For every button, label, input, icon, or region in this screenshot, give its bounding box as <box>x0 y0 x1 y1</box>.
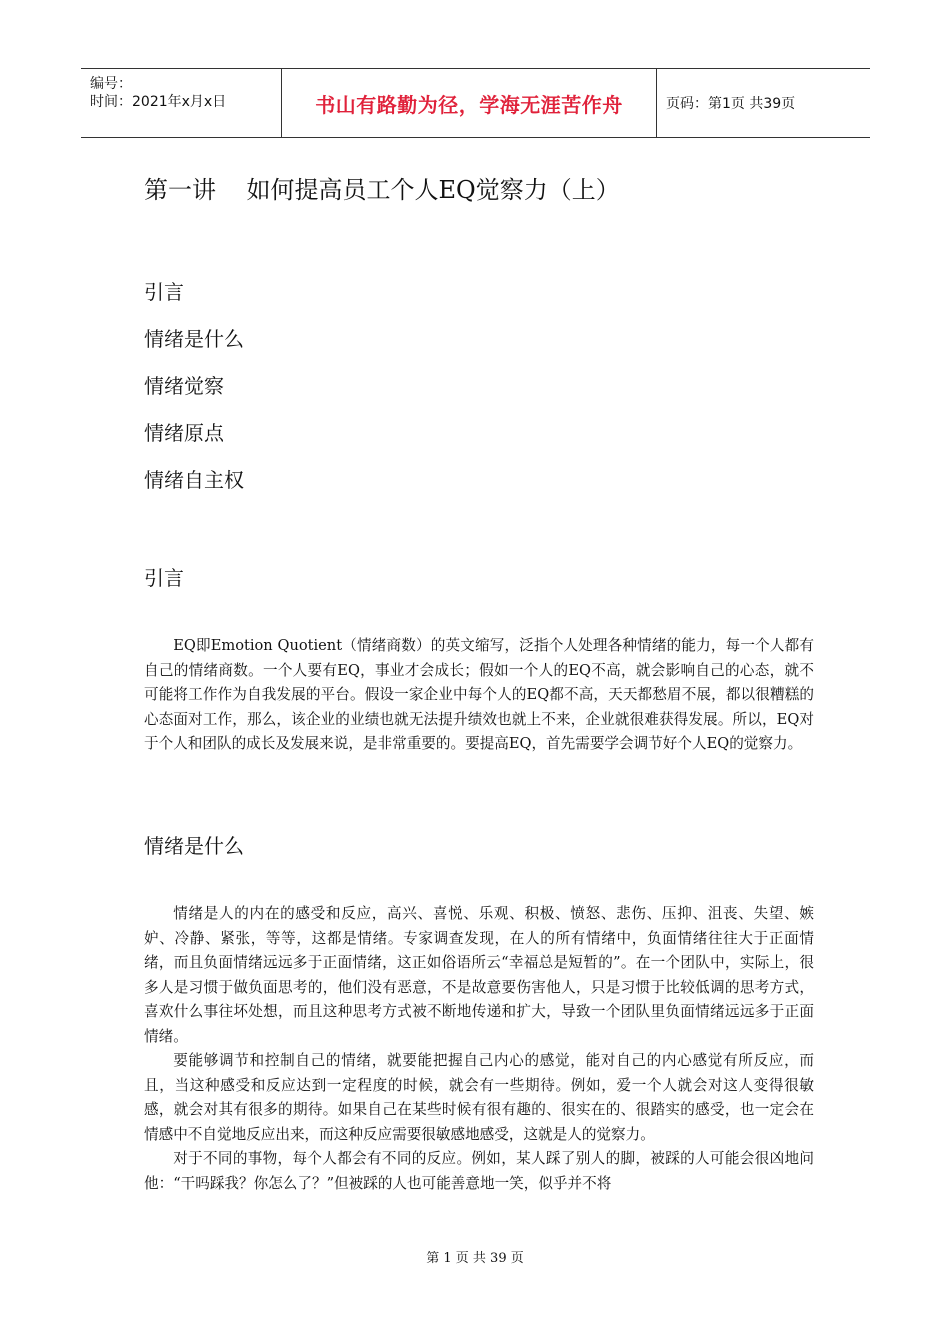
paragraph: 对于不同的事物，每个人都会有不同的反应。例如，某人踩了别人的脚，被踩的人可能会很凶地问他：“干吗踩我？你怎么了？”但被踩的人也可能善意地一笑，似乎并不将 <box>144 1150 814 1192</box>
section-body-intro <box>144 634 814 757</box>
paragraph: 要能够调节和控制自己的情绪，就要能把握自己内心的感觉，能对自己的内心感觉有所反应，而且，当这种感受和反应达到一定程度的时候，就会有一些期待。例如，爱一个人就会对这人变得很敏感，就会对其有很多的期待。如果自己在某些时候有很有趣的、很实在的、很踏实的感受，也一定会在情感中不自觉地反应出来，而这种反应需要很敏感地感受，这就是人的觉察力。 <box>144 1052 814 1143</box>
document-date-label: 时间：2021年x月x日 <box>90 94 227 110</box>
section-heading-what-is-emotion: 情绪是什么 <box>144 834 244 858</box>
toc-item: 情绪是什么 <box>144 327 244 351</box>
header-left-cell <box>81 69 282 137</box>
toc-item: 情绪原点 <box>144 421 224 445</box>
toc-item: 情绪自主权 <box>144 468 244 492</box>
document-code-label: 编号： <box>90 76 132 92</box>
header-page-info: 页码：第1页 共39页 <box>666 96 796 112</box>
header-motto: 书山有路勤为径，学海无涯苦作舟 <box>315 92 623 117</box>
paragraph: 情绪是人的内在的感受和反应，高兴、喜悦、乐观、积极、愤怒、悲伤、压抑、沮丧、失望、嫉妒、冷静、紧张，等等，这都是情绪。专家调查发现，在人的所有情绪中，负面情绪往往大于正面情绪，而且负面情绪远远多于正面情绪，这正如俗语所云“幸福总是短暂的”。在一个团队中，实际上，很多人是习惯于做负面思考的，他们没有恶意，不是故意要伤害他人，只是习惯于比较低调的思考方式，喜欢什么事往坏处想，而且这种思考方式被不断地传递和扩大，导致一个团队里负面情绪远远多于正面情绪。 <box>144 905 814 1045</box>
section-body-what-is-emotion <box>144 902 814 1196</box>
toc-item: 引言 <box>144 280 184 304</box>
toc-item: 情绪觉察 <box>144 374 224 398</box>
page-header <box>81 68 870 138</box>
paragraph: EQ即Emotion Quotient（情绪商数）的英文缩写，泛指个人处理各种情绪的能力，每一个人都有自己的情绪商数。一个人要有EQ，事业才会成长；假如一个人的EQ不高，就会影响自己的心态，就不可能将工作作为自我发展的平台。假设一家企业中每个人的EQ都不高，天天都愁眉不展，都以很糟糕的心态面对工作，那么，该企业的业绩也就无法提升绩效也就上不来，企业就很难获得发展。所以，EQ对于个人和团队的成长及发展来说，是非常重要的。要提高EQ，首先需要学会调节好个人EQ的觉察力。 <box>144 637 814 752</box>
page-footer: 第 1 页 共 39 页 <box>426 1251 524 1266</box>
table-of-contents <box>144 278 244 513</box>
header-page-info-cell <box>657 69 870 137</box>
header-motto-cell <box>282 69 657 137</box>
lecture-title: 第一讲 如何提高员工个人EQ觉察力（上） <box>144 176 620 204</box>
section-heading-intro: 引言 <box>144 566 184 590</box>
